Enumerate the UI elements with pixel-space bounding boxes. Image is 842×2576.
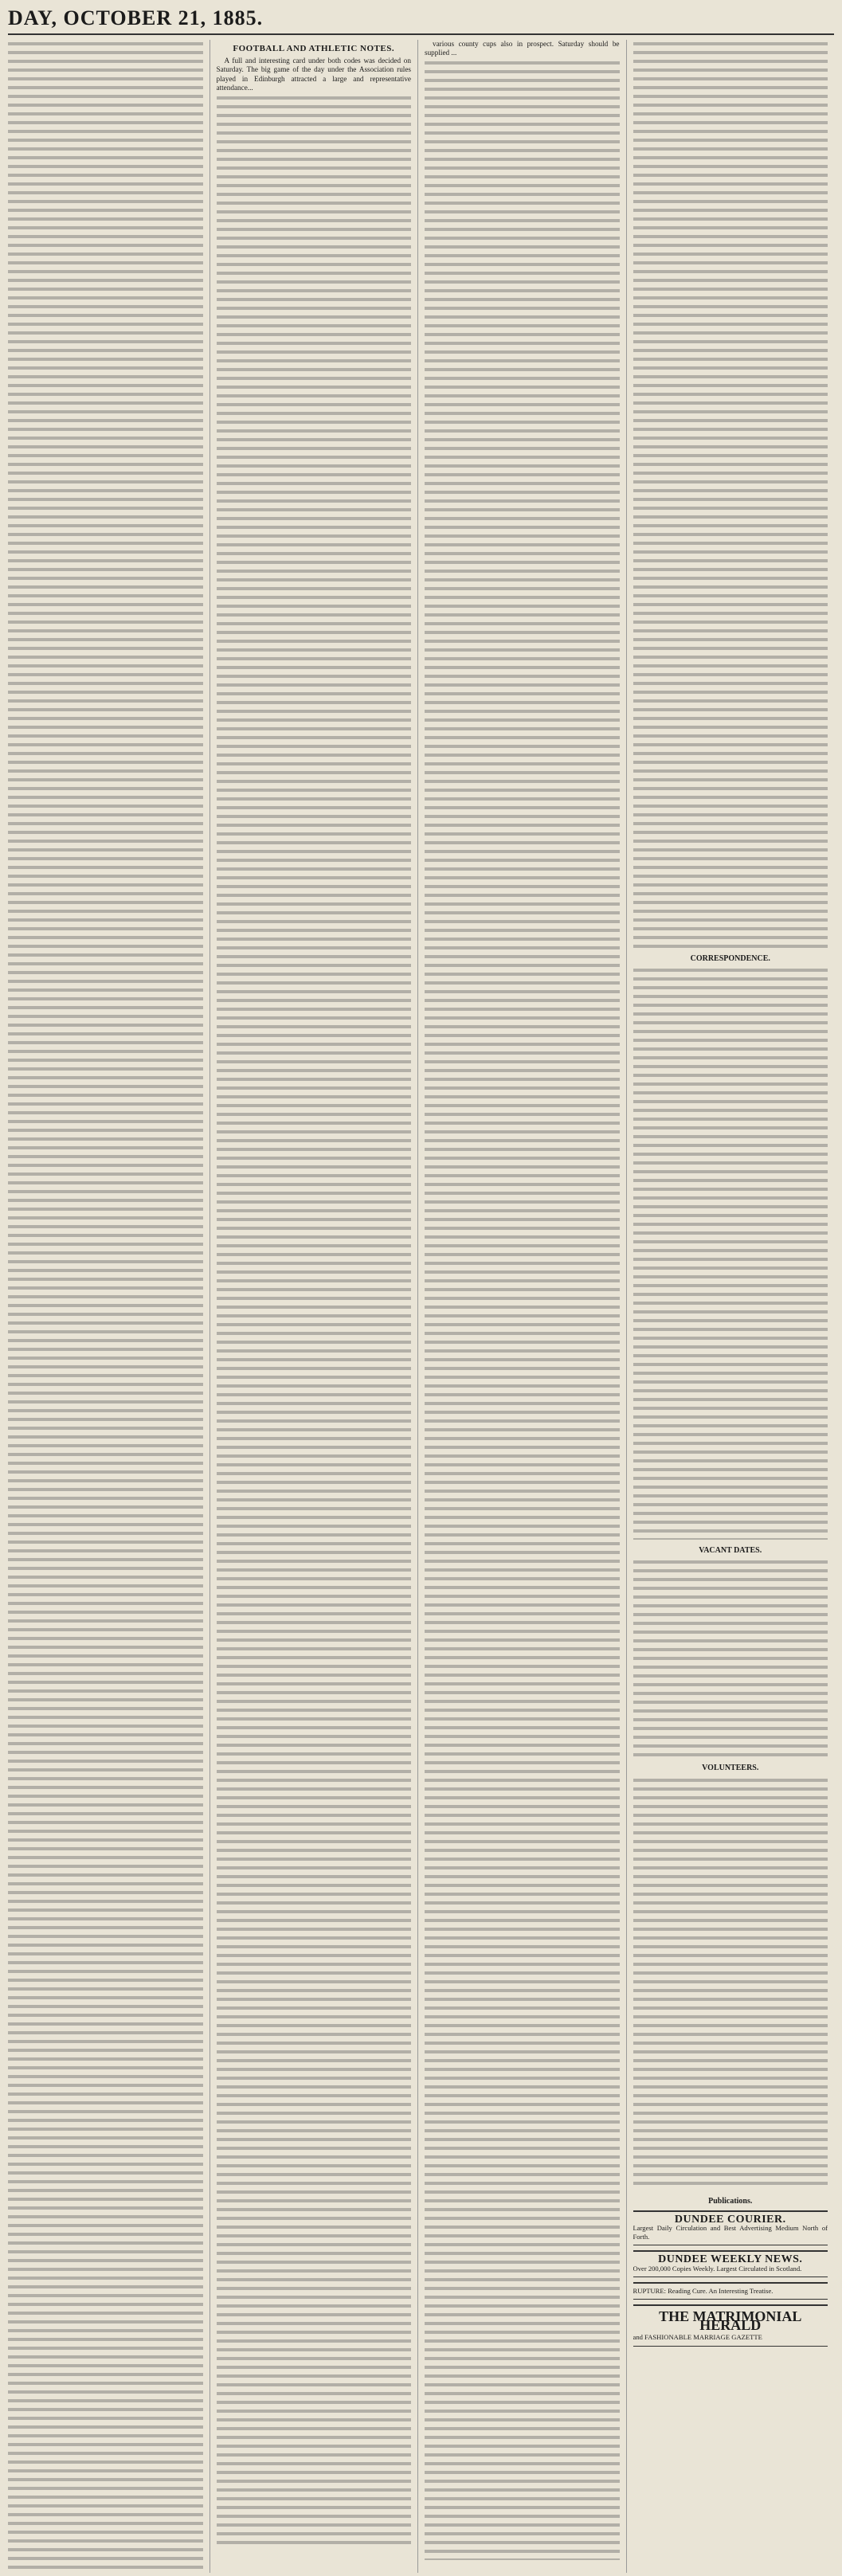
vacant-dates-heading: VACANT DATES. (699, 1546, 762, 1556)
weekly-news-title: DUNDEE WEEKLY NEWS. (658, 2253, 803, 2266)
column-4 (633, 40, 835, 2573)
column-3-text-block (425, 59, 620, 2560)
column-3 (425, 40, 627, 2573)
masthead (8, 6, 834, 35)
column-1 (8, 40, 210, 2573)
weekly-news-sub: Over 200,000 Copies Weekly. Largest Circulated in Scotland. (632, 2264, 802, 2273)
herald-title: THE MATRIMONIAL HERALD (659, 2308, 802, 2334)
rupture-text: RUPTURE: Reading Cure. An Interesting Treatise. (632, 2286, 773, 2295)
vacant-dates-text-block (633, 1558, 828, 1757)
football-athletic-notes-heading: FOOTBALL AND ATHLETIC NOTES. (233, 44, 395, 53)
volunteers-text (633, 1776, 828, 2190)
correspondence-text (633, 966, 828, 1540)
volunteers-text-block (633, 1776, 828, 2190)
football-notes-intro: A full and interesting card under both codes was decided on Saturday. The big game of the day under the Association rules played in Edinburgh attracted a large and representative attendance... (216, 57, 411, 92)
ad-rupture (633, 2282, 828, 2300)
correspondence-text-block (633, 966, 828, 1540)
vacant-dates-text (633, 1558, 828, 1757)
masthead-date: DAY, OCTOBER 21, 1885. (8, 6, 264, 29)
volunteers-heading: VOLUNTEERS. (702, 1764, 759, 1773)
columns (8, 40, 834, 2573)
column-3-intro: various county cups also in prospect. Saturday should be supplied ... (425, 40, 620, 57)
dundee-courier-sub: Largest Daily Circulation and Best Advertising Medium North of Forth. (632, 2224, 828, 2241)
column-1-text (8, 40, 203, 2573)
ad-matrimonial-herald (633, 2304, 828, 2347)
column-3-text (425, 59, 620, 2560)
column-4-top-text (633, 40, 828, 948)
publications-heading: Publications. (708, 2196, 753, 2206)
column-2 (217, 40, 419, 2573)
dundee-courier-title: DUNDEE COURIER. (674, 2213, 786, 2226)
ad-weekly-news (633, 2250, 828, 2277)
column-2-text-block (217, 94, 412, 2547)
herald-sub: and FASHIONABLE MARRIAGE GAZETTE (632, 2333, 762, 2342)
column-1-text-block (8, 40, 203, 2573)
ad-dundee-courier (633, 2210, 828, 2246)
column-2-text (217, 94, 412, 2547)
column-4-top-text-block (633, 40, 828, 948)
correspondence-heading: CORRESPONDENCE. (690, 954, 770, 963)
